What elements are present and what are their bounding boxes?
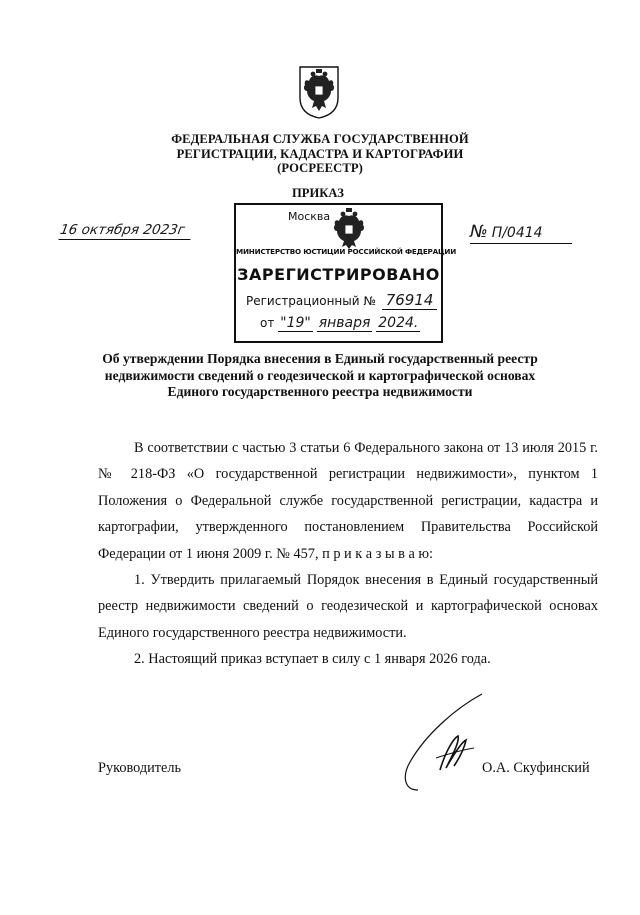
signer-name: О.А. Скуфинский (482, 760, 590, 776)
reg-date-year: 2024. (378, 315, 419, 331)
reg-date-day: "19" (280, 315, 311, 331)
number-sign: № (470, 222, 488, 242)
agency-line-1: ФЕДЕРАЛЬНАЯ СЛУЖБА ГОСУДАРСТВЕННОЙ (171, 132, 469, 146)
preamble-paragraph: В соответствии с частью 3 статьи 6 Федерального закона от 13 июля 2015 г. № 218-ФЗ «О государственной регистрации недвижимости», пунктом 1 Положения о Федеральной службе государственной регистрации, кадастра и картографии, утвержденного постановлением Правительства Российской Федерации от 1 июня 2009 г. № 457, п р и к а з ы в а ю: (98, 440, 598, 562)
reg-number-label: Регистрационный № (246, 294, 376, 308)
reg-date-month: января (318, 315, 371, 331)
item-1-paragraph: 1. Утвердить прилагаемый Порядок внесения в Единый государственный реестр недвижимости сведений о геодезической и картографической основах Единого государственного реестра недвижимости. (98, 572, 598, 641)
title-line-2: недвижимости сведений о геодезической и картографической основах (104, 367, 536, 383)
title-line-1: Об утверждении Порядка внесения в Единый государственный реестр (102, 351, 538, 366)
handwritten-signature (396, 690, 486, 802)
order-number (470, 222, 572, 244)
agency-line-2: РЕГИСТРАЦИИ, КАДАСТРА И КАРТОГРАФИИ (176, 146, 464, 161)
order-body (98, 435, 598, 673)
reg-number-value: 76914 (382, 291, 438, 310)
signer-role: Руководитель (98, 760, 182, 776)
order-title (70, 351, 570, 401)
item-2-paragraph: 2. Настоящий приказ вступает в силу с 1 января 2026 года. (134, 651, 491, 668)
coat-of-arms-emblem (296, 64, 342, 120)
registration-stamp (234, 203, 457, 343)
stamp-registration-number (246, 291, 437, 309)
order-date: 16 октября 2023г (58, 222, 193, 240)
stamp-ministry: МИНИСТЕРСТВО ЮСТИЦИИ РОССИЙСКОЙ ФЕДЕРАЦИИ (236, 247, 457, 256)
agency-name (150, 132, 490, 176)
document-type: ПРИКАЗ (292, 186, 344, 200)
stamp-status: ЗАРЕГИСТРИРОВАНО (237, 265, 440, 284)
agency-line-3: (РОСРЕЕСТР) (277, 161, 363, 175)
title-line-3: Единого государственного реестра недвижимости (167, 384, 473, 399)
stamp-city: Москва (288, 210, 331, 223)
stamp-registration-date (260, 315, 420, 331)
order-number-value: П/0414 (491, 225, 543, 241)
reg-date-prefix: от (260, 316, 275, 330)
eagle-seal-icon (328, 207, 370, 249)
